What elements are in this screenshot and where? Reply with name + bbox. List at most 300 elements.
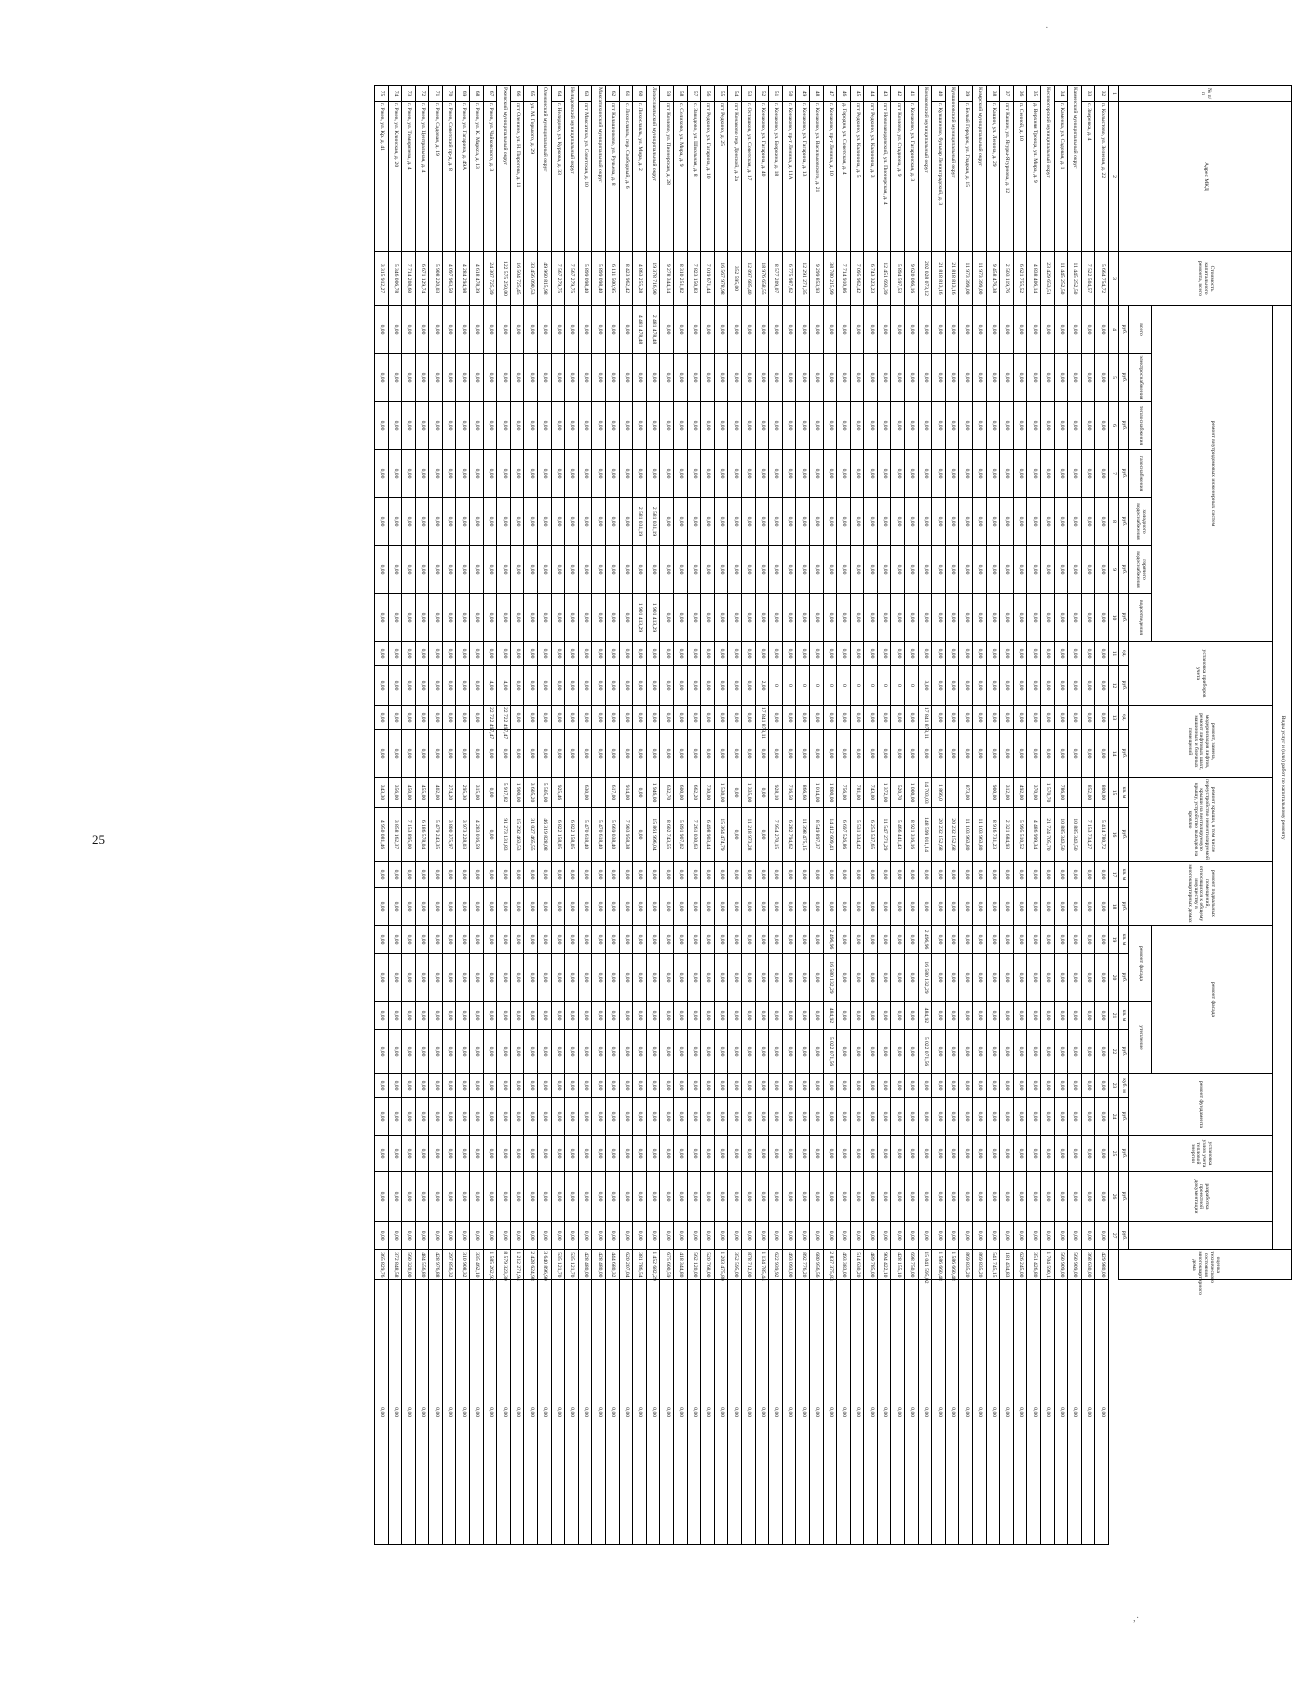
value-cell: 0,00 bbox=[796, 1030, 810, 1074]
value-cell: 0,00 bbox=[918, 546, 932, 594]
value-cell: 0,00 bbox=[510, 450, 524, 498]
value-cell: 0,00 bbox=[877, 594, 891, 642]
table-row bbox=[728, 86, 742, 1545]
group-name-cell: Нелидовский муниципальный округ bbox=[565, 86, 579, 252]
value-cell: 0,00 bbox=[796, 926, 810, 954]
value-cell: 0,00 bbox=[497, 642, 511, 666]
row-number-cell: 47 bbox=[823, 86, 837, 102]
row-number-cell: 45 bbox=[850, 86, 864, 102]
value-cell: 0,00 bbox=[415, 354, 429, 402]
value-cell: 0,00 bbox=[538, 1074, 552, 1098]
value-cell: 0,00 bbox=[1041, 642, 1055, 666]
value-cell: 0,00 bbox=[741, 306, 755, 354]
value-cell: 0,00 bbox=[1081, 926, 1095, 954]
value-cell: 0,00 bbox=[660, 642, 674, 666]
value-cell: 869 835,20 bbox=[973, 1250, 987, 1280]
value-cell: 0,00 bbox=[646, 862, 660, 888]
value-cell: 0,00 bbox=[959, 888, 973, 926]
value-cell: 0,00 bbox=[959, 862, 973, 888]
value-cell: 0,00 bbox=[483, 594, 497, 642]
value-cell: 632,70 bbox=[660, 778, 674, 808]
value-cell: 0,00 bbox=[1041, 594, 1055, 642]
value-cell: 0,00 bbox=[687, 1074, 701, 1098]
row-number-cell: 51 bbox=[769, 86, 783, 102]
value-cell: 0,00 bbox=[769, 926, 783, 954]
cost-cell: 7 095 962,42 bbox=[850, 252, 864, 306]
value-cell: 0,00 bbox=[524, 1280, 538, 1545]
value-cell: 5 891 907,02 bbox=[674, 808, 688, 862]
value-cell: 6 282 794,62 bbox=[782, 808, 796, 862]
value-cell: 0,00 bbox=[497, 926, 511, 954]
cost-cell: 5 894 597,53 bbox=[891, 252, 905, 306]
value-cell: 0,00 bbox=[755, 1172, 769, 1222]
address-cell: г. Ржев, ул. Центральная, д. 4 bbox=[415, 102, 429, 252]
address-cell: д. Верхняя Троица, ул. Мира, д. 9 bbox=[1027, 102, 1041, 252]
row-number-cell: 52 bbox=[755, 86, 769, 102]
value-cell: 0,00 bbox=[1081, 450, 1095, 498]
value-cell: 0,00 bbox=[687, 546, 701, 594]
value-cell: 0,00 bbox=[959, 402, 973, 450]
value-cell: 0,00 bbox=[606, 666, 620, 706]
value-cell: 274,20 bbox=[442, 778, 456, 808]
value-cell: 0,00 bbox=[1095, 594, 1109, 642]
table-row bbox=[959, 86, 973, 1545]
value-cell: 0,00 bbox=[877, 642, 891, 666]
group-name-cell: Оленинский муниципальный округ bbox=[538, 86, 552, 252]
value-cell: 0,00 bbox=[945, 498, 959, 546]
value-cell: 8 549 897,37 bbox=[809, 808, 823, 862]
value-cell: 0 bbox=[891, 666, 905, 706]
value-cell: 0,00 bbox=[741, 1002, 755, 1030]
value-cell: 0,00 bbox=[932, 354, 946, 402]
address-cell: г. Каменка, ул. Садовая, д. 1 bbox=[1054, 102, 1068, 252]
value-cell: 3 858 162,37 bbox=[388, 808, 402, 862]
table-row bbox=[524, 86, 538, 1545]
value-cell: 0,00 bbox=[809, 402, 823, 450]
value-cell: 0,00 bbox=[959, 1098, 973, 1136]
value-cell: 0,00 bbox=[374, 642, 388, 666]
value-cell: 0,00 bbox=[945, 546, 959, 594]
value-cell: 0,00 bbox=[837, 594, 851, 642]
value-cell: 0,00 bbox=[864, 862, 878, 888]
value-cell: 0,00 bbox=[1068, 1280, 1082, 1545]
value-cell: 0,00 bbox=[1027, 926, 1041, 954]
value-cell: 0,00 bbox=[755, 1280, 769, 1545]
value-cell: 0,00 bbox=[728, 498, 742, 546]
value-cell: 0,00 bbox=[809, 954, 823, 1002]
value-cell: 0,00 bbox=[578, 1002, 592, 1030]
value-cell: 0,00 bbox=[1027, 546, 1041, 594]
value-cell: 878 712,00 bbox=[741, 1250, 755, 1280]
row-number-cell: 44 bbox=[864, 86, 878, 102]
value-cell: 0,00 bbox=[864, 1172, 878, 1222]
value-cell: 0,00 bbox=[483, 808, 497, 862]
value-cell: 0,00 bbox=[415, 594, 429, 642]
value-cell: 0,00 bbox=[660, 1136, 674, 1172]
value-cell: 0,00 bbox=[864, 730, 878, 778]
cost-cell: 9 458 476,38 bbox=[986, 252, 1000, 306]
value-cell: 0,00 bbox=[592, 730, 606, 778]
cost-cell: 5 908 220,03 bbox=[429, 252, 443, 306]
address-cell: пгт Козлово, ул. Стадиона, д. 9 bbox=[891, 102, 905, 252]
value-cell: 928,10 bbox=[769, 778, 783, 808]
value-cell: 0,00 bbox=[741, 926, 755, 954]
value-cell: 0,00 bbox=[973, 666, 987, 706]
cost-cell: 21 818 813,16 bbox=[945, 252, 959, 306]
value-cell: 0,00 bbox=[877, 1030, 891, 1074]
value-cell: 11 398 475,15 bbox=[796, 808, 810, 862]
value-cell: 0,00 bbox=[905, 706, 919, 730]
value-cell: 0,00 bbox=[388, 666, 402, 706]
value-cell: 0,00 bbox=[1081, 354, 1095, 402]
value-cell: 0,00 bbox=[891, 546, 905, 594]
value-cell: 0,00 bbox=[429, 926, 443, 954]
value-cell: 0,00 bbox=[660, 306, 674, 354]
hdr-eng-heat: теплоснабжения bbox=[1129, 402, 1152, 450]
value-cell: 0,00 bbox=[538, 1172, 552, 1222]
value-cell: 0,00 bbox=[837, 450, 851, 498]
value-cell: 0,00 bbox=[1041, 546, 1055, 594]
value-cell: 0,00 bbox=[1000, 926, 1014, 954]
value-cell: 0,00 bbox=[741, 402, 755, 450]
value-cell: 484,92 bbox=[823, 1002, 837, 1030]
value-cell: 0,00 bbox=[1000, 862, 1014, 888]
value-cell: 0,00 bbox=[456, 498, 470, 546]
address-cell: пгт Кашин, ул. Ягуры-Ягурнова, д. 12 bbox=[1000, 102, 1014, 252]
value-cell: 0,00 bbox=[782, 862, 796, 888]
value-cell: 0,00 bbox=[551, 862, 565, 888]
value-cell: 0,00 bbox=[728, 1074, 742, 1098]
value-cell: 0,00 bbox=[1054, 730, 1068, 778]
value-cell: 0,00 bbox=[510, 402, 524, 450]
value-cell: 0,00 bbox=[510, 1030, 524, 1074]
value-cell: 800,00 bbox=[1095, 778, 1109, 808]
cost-cell: 49 960 815,98 bbox=[538, 252, 552, 306]
value-cell: 0,00 bbox=[619, 546, 633, 594]
value-cell: 1 866,0 bbox=[932, 778, 946, 808]
value-cell: 0,00 bbox=[1054, 402, 1068, 450]
value-cell: 0,00 bbox=[1081, 1074, 1095, 1098]
value-cell: 0,00 bbox=[646, 730, 660, 778]
value-cell: 0,00 bbox=[837, 730, 851, 778]
table-row bbox=[850, 86, 864, 1545]
value-cell: 0,00 bbox=[741, 1030, 755, 1074]
value-cell: 0,00 bbox=[1054, 888, 1068, 926]
row-number-cell: 54 bbox=[728, 86, 742, 102]
value-cell: 0,00 bbox=[932, 888, 946, 926]
value-cell: 0,00 bbox=[1068, 402, 1082, 450]
value-cell: 0,00 bbox=[402, 666, 416, 706]
value-cell: 0,00 bbox=[701, 306, 715, 354]
value-cell: 0,00 bbox=[796, 730, 810, 778]
value-cell: 0,00 bbox=[850, 730, 864, 778]
value-cell: 0,00 bbox=[619, 666, 633, 706]
value-cell bbox=[973, 778, 987, 808]
value-cell: 0,00 bbox=[687, 498, 701, 546]
value-cell: 0,00 bbox=[905, 1074, 919, 1098]
value-cell: 0,00 bbox=[1041, 1280, 1055, 1545]
value-cell: 0,00 bbox=[837, 1002, 851, 1030]
value-cell: 0,00 bbox=[932, 306, 946, 354]
value-cell: 0,00 bbox=[415, 730, 429, 778]
value-cell: 0,00 bbox=[524, 402, 538, 450]
value-cell: 0,00 bbox=[891, 498, 905, 546]
value-cell: 381 786,54 bbox=[633, 1250, 647, 1280]
value-cell: 16 580 132,29 bbox=[918, 954, 932, 1002]
value-cell: 0,00 bbox=[986, 1136, 1000, 1172]
value-cell: 0,00 bbox=[728, 926, 742, 954]
value-cell: 0,00 bbox=[429, 546, 443, 594]
value-cell: 0,00 bbox=[986, 594, 1000, 642]
value-cell: 0,00 bbox=[945, 706, 959, 730]
value-cell: 1 586 660,48 bbox=[945, 1250, 959, 1280]
value-cell: 0,00 bbox=[578, 402, 592, 450]
value-cell: 0,00 bbox=[769, 862, 783, 888]
value-cell: 0,00 bbox=[374, 1002, 388, 1030]
value-cell: 6 822 158,05 bbox=[565, 808, 579, 862]
value-cell: 0,00 bbox=[1027, 1074, 1041, 1098]
cost-cell: 11 445 252,50 bbox=[1054, 252, 1068, 306]
value-cell: 450,00 bbox=[402, 778, 416, 808]
value-cell: 0,00 bbox=[374, 666, 388, 706]
value-cell: 0,00 bbox=[714, 1002, 728, 1030]
value-cell: 0,00 bbox=[905, 402, 919, 450]
value-cell: 1 372,00 bbox=[877, 778, 891, 808]
value-cell: 0,00 bbox=[850, 498, 864, 546]
value-cell: 0,00 bbox=[891, 1002, 905, 1030]
value-cell: 0,00 bbox=[945, 954, 959, 1002]
value-cell: 0,00 bbox=[864, 954, 878, 1002]
value-cell: 0,00 bbox=[470, 1172, 484, 1222]
value-cell: 0,00 bbox=[850, 1280, 864, 1545]
value-cell: 781,00 bbox=[850, 778, 864, 808]
row-number-cell: 33 bbox=[1081, 86, 1095, 102]
value-cell: 0,00 bbox=[1054, 954, 1068, 1002]
value-cell: 0,00 bbox=[687, 354, 701, 402]
value-cell: 0,00 bbox=[442, 498, 456, 546]
value-cell: 1 585 262,92 bbox=[483, 1250, 497, 1280]
value-cell: 0,00 bbox=[470, 706, 484, 730]
value-cell: 0,00 bbox=[782, 926, 796, 954]
value-cell: 0,00 bbox=[524, 594, 538, 642]
table-row bbox=[674, 86, 688, 1545]
value-cell: 0,00 bbox=[1095, 1098, 1109, 1136]
value-cell: 0,00 bbox=[1095, 1136, 1109, 1172]
value-cell: 0,00 bbox=[429, 1222, 443, 1250]
value-cell: 0,00 bbox=[456, 730, 470, 778]
value-cell: 0,00 bbox=[619, 954, 633, 1002]
value-cell: 4 486 999,34 bbox=[1027, 808, 1041, 862]
value-cell: 0,00 bbox=[497, 1172, 511, 1222]
value-cell: 0,00 bbox=[1013, 594, 1027, 642]
value-cell: 0,00 bbox=[524, 306, 538, 354]
value-cell: 0,00 bbox=[973, 1002, 987, 1030]
value-cell: 0,00 bbox=[1013, 888, 1027, 926]
cost-cell: 12 451 693,39 bbox=[877, 252, 891, 306]
value-cell: 0,00 bbox=[959, 666, 973, 706]
value-cell: 0,00 bbox=[1013, 1074, 1027, 1098]
cost-cell: 5 346 006,78 bbox=[388, 252, 402, 306]
value-cell: 0,00 bbox=[660, 1030, 674, 1074]
column-number: 2 bbox=[1109, 102, 1119, 252]
value-cell: 0,00 bbox=[592, 642, 606, 666]
row-number-cell: 37 bbox=[1000, 86, 1014, 102]
value-cell: 0,00 bbox=[674, 862, 688, 888]
value-cell: 0,00 bbox=[483, 778, 497, 808]
value-cell: 0,00 bbox=[388, 1098, 402, 1136]
value-cell: 0,00 bbox=[782, 1074, 796, 1098]
column-number: 6 bbox=[1109, 402, 1119, 450]
value-cell: 0,00 bbox=[1041, 1222, 1055, 1250]
value-cell: 8 921 316,16 bbox=[905, 808, 919, 862]
value-cell: 0,00 bbox=[701, 402, 715, 450]
value-cell: 0,00 bbox=[905, 450, 919, 498]
value-cell: 0,00 bbox=[578, 730, 592, 778]
value-cell: 0,00 bbox=[932, 450, 946, 498]
value-cell: 0,00 bbox=[510, 1280, 524, 1545]
value-cell: 0,00 bbox=[1027, 1136, 1041, 1172]
value-cell: 0,00 bbox=[442, 1098, 456, 1136]
value-cell: 0,00 bbox=[959, 1280, 973, 1545]
value-cell: 0 bbox=[796, 666, 810, 706]
value-cell: 0,00 bbox=[565, 354, 579, 402]
value-cell: 0,00 bbox=[877, 450, 891, 498]
value-cell: 0,00 bbox=[714, 1280, 728, 1545]
value-cell: 0,00 bbox=[592, 306, 606, 354]
cost-cell: 6 775 987,62 bbox=[782, 252, 796, 306]
value-cell: 0,00 bbox=[470, 1002, 484, 1030]
value-cell: 0,00 bbox=[714, 642, 728, 666]
value-cell: 0,00 bbox=[565, 888, 579, 926]
value-cell: 0,00 bbox=[606, 498, 620, 546]
value-cell: 0,00 bbox=[551, 306, 565, 354]
row-number-cell: 41 bbox=[905, 86, 919, 102]
hdr-control: установка узлов учета тепловой энергии bbox=[1129, 1136, 1273, 1172]
value-cell: 0,00 bbox=[442, 546, 456, 594]
table-row bbox=[823, 86, 837, 1545]
value-cell: 0,00 bbox=[1054, 862, 1068, 888]
value-cell: 0,00 bbox=[483, 888, 497, 926]
value-cell: 0,00 bbox=[374, 862, 388, 888]
value-cell: 0,00 bbox=[891, 450, 905, 498]
value-cell: 0,00 bbox=[388, 706, 402, 730]
value-cell: 0,00 bbox=[973, 450, 987, 498]
value-cell: 0,00 bbox=[497, 450, 511, 498]
value-cell: 0,00 bbox=[877, 1172, 891, 1222]
value-cell: 0,00 bbox=[1027, 642, 1041, 666]
value-cell: 11 103 963,80 bbox=[959, 808, 973, 862]
value-cell: 0,00 bbox=[986, 706, 1000, 730]
value-cell: 0,00 bbox=[905, 498, 919, 546]
value-cell: 0,00 bbox=[551, 594, 565, 642]
value-cell: 0,00 bbox=[837, 1280, 851, 1545]
value-cell: 0,00 bbox=[429, 594, 443, 642]
row-number-cell: 39 bbox=[959, 86, 973, 102]
value-cell: 0,00 bbox=[687, 1002, 701, 1030]
value-cell: 0,00 bbox=[538, 1098, 552, 1136]
row-number-cell: 74 bbox=[388, 86, 402, 102]
table-row bbox=[837, 86, 851, 1545]
value-cell: 0,00 bbox=[701, 642, 715, 666]
value-cell: 0,00 bbox=[429, 306, 443, 354]
value-cell: 0,00 bbox=[1095, 888, 1109, 926]
value-cell: 0,00 bbox=[592, 498, 606, 546]
value-cell: 0,00 bbox=[932, 1172, 946, 1222]
value-cell: 0,00 bbox=[973, 730, 987, 778]
value-cell: 0,00 bbox=[1000, 1172, 1014, 1222]
value-cell: 91 273 131,83 bbox=[497, 808, 511, 862]
value-cell: 0,00 bbox=[646, 1136, 660, 1172]
row-number-cell: 71 bbox=[429, 86, 443, 102]
value-cell: 0,00 bbox=[592, 1222, 606, 1250]
value-cell: 0,00 bbox=[374, 1136, 388, 1172]
table-row bbox=[483, 86, 497, 1545]
value-cell: 0,00 bbox=[1054, 1074, 1068, 1098]
value-cell: 0,00 bbox=[986, 546, 1000, 594]
value-cell: 0,00 bbox=[646, 1002, 660, 1030]
value-cell: 0,00 bbox=[1027, 594, 1041, 642]
value-cell: 8 916 731,23 bbox=[986, 808, 1000, 862]
value-cell: 0,00 bbox=[429, 1074, 443, 1098]
value-cell: 0,00 bbox=[402, 1280, 416, 1545]
value-cell: 7 261 030,63 bbox=[687, 808, 701, 862]
value-cell: 0,00 bbox=[932, 862, 946, 888]
value-cell: 0 bbox=[877, 666, 891, 706]
value-cell: 0,00 bbox=[1000, 450, 1014, 498]
value-cell: 0,00 bbox=[606, 926, 620, 954]
row-number-cell: 38 bbox=[986, 86, 1000, 102]
value-cell: 0,00 bbox=[429, 706, 443, 730]
value-cell: 0,00 bbox=[755, 1136, 769, 1172]
value-cell: 0,00 bbox=[850, 594, 864, 642]
column-number: 22 bbox=[1109, 1030, 1119, 1074]
address-cell: г. Осташков, ул. Советская, д. 17 bbox=[741, 102, 755, 252]
value-cell: 0,00 bbox=[510, 642, 524, 666]
value-cell: 402,00 bbox=[429, 778, 443, 808]
address-cell: г. Ржев, ул. К. Маркса, д. 13 bbox=[470, 102, 484, 252]
unit-cell: руб. bbox=[1119, 1222, 1129, 1250]
value-cell: 0,00 bbox=[932, 594, 946, 642]
value-cell: 535 121,70 bbox=[565, 1250, 579, 1280]
value-cell: 0,00 bbox=[1081, 1098, 1095, 1136]
value-cell: 0,00 bbox=[796, 1172, 810, 1222]
unit-cell: руб. bbox=[1119, 546, 1129, 594]
table-row bbox=[510, 86, 524, 1545]
value-cell: 0,00 bbox=[837, 546, 851, 594]
address-cell: пгт Оленино, ул. Н. Пирогова, д. 11 bbox=[510, 102, 524, 252]
value-cell: 0,00 bbox=[945, 888, 959, 926]
value-cell: 0,00 bbox=[741, 546, 755, 594]
value-cell: 0,00 bbox=[687, 450, 701, 498]
value-cell: 0,00 bbox=[592, 402, 606, 450]
value-cell: 1 586 660,48 bbox=[932, 1250, 946, 1280]
value-cell: 0,00 bbox=[741, 354, 755, 402]
column-number: 4 bbox=[1109, 306, 1119, 354]
value-cell: 0,00 bbox=[864, 594, 878, 642]
address-cell: г. Конаково, пр-т Ленина, д. 11А bbox=[782, 102, 796, 252]
column-number: 17 bbox=[1109, 862, 1119, 888]
value-cell: 0,00 bbox=[728, 594, 742, 642]
value-cell: 0,00 bbox=[578, 954, 592, 1002]
value-cell: 0,00 bbox=[1054, 450, 1068, 498]
value-cell: 0,00 bbox=[456, 594, 470, 642]
value-cell: 0,00 bbox=[782, 730, 796, 778]
value-cell: 0,00 bbox=[1041, 1030, 1055, 1074]
value-cell: 0,00 bbox=[741, 1136, 755, 1172]
address-cell: г. Конаково, ул. Гагарина, д. 13 bbox=[796, 102, 810, 252]
value-cell: 0,00 bbox=[837, 1074, 851, 1098]
value-cell: 2 428 624,98 bbox=[524, 1250, 538, 1280]
